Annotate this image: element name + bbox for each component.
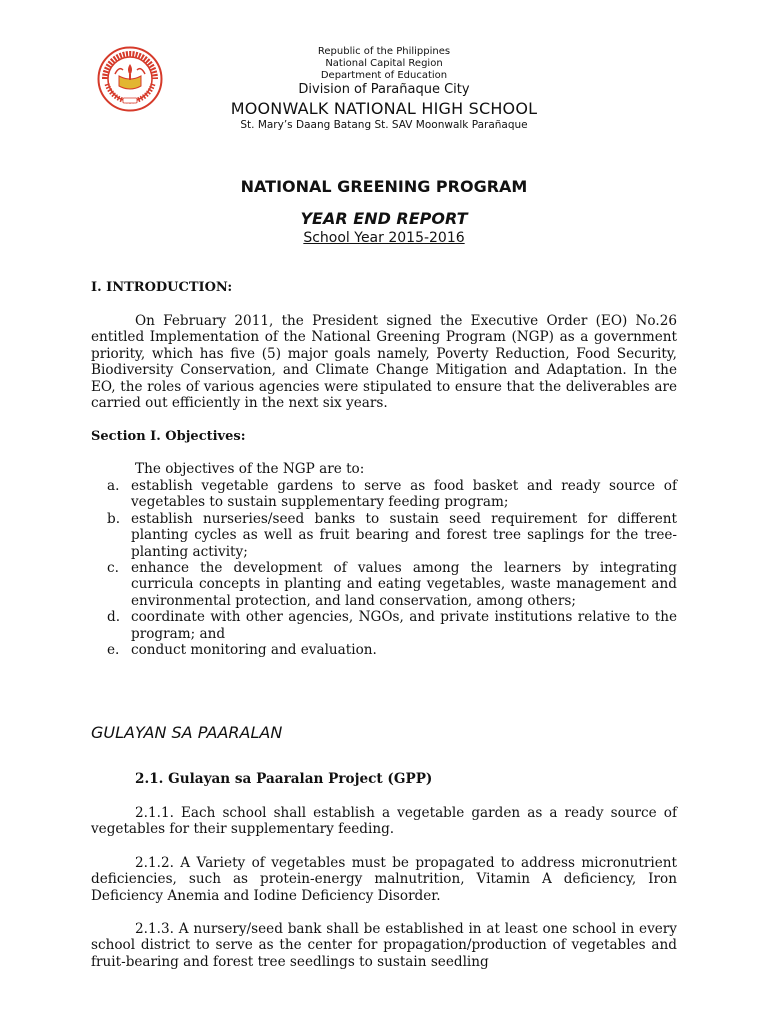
list-item: e. conduct monitoring and evaluation. [107, 642, 377, 659]
list-item: b. establish nurseries/seed banks to sustain seed requirement for different planting cycles as well as fruit bearing and forest tree saplings for the tree-planting activity; [107, 510, 677, 560]
gpp-paragraph-3: 2.1.3. A nursery/seed bank shall be established in at least one school in every school district to serve as the center for propagation/production of vegetables and fruit-bearing and forest tree seedlings to sustain seedling [91, 921, 677, 970]
header-region: National Capital Region [325, 58, 443, 69]
school-year: School Year 2015-2016 [303, 230, 465, 246]
header-department: Department of Education [320, 70, 448, 81]
objectives-lead: The objectives of the NGP are to: [135, 461, 365, 477]
introduction-paragraph: On February 2011, the President signed the Executive Order (EO) No.26 entitled Implementation of the National Greening Program (NGP) as a government priority, which has five (5) major goals namely, Poverty Reduction, Food Security, Biodiversity Conservation, and Climate Change Mitigation and Adaptation. In the EO, the roles of various agencies were stipulated to ensure that the deliverables are carried out efficiently in the next six years. [91, 313, 677, 412]
gpp-subheading: 2.1. Gulayan sa Paaralan Project (GPP) [135, 771, 433, 787]
objectives-list [91, 478, 677, 658]
document-title: NATIONAL GREENING PROGRAM [240, 177, 528, 196]
list-item: a. establish vegetable gardens to serve as food basket and ready source of vegetables to sustain supplementary feeding program; [107, 478, 677, 511]
objectives-heading: Section I. Objectives: [91, 429, 246, 444]
gpp-paragraph-2: 2.1.2. A Variety of vegetables must be propagated to address micronutrient deficiencies, such as protein-energy malnutrition, Vitamin A deficiency, Iron Deficiency Anemia and Iodine Deficiency Disorder. [91, 855, 677, 904]
introduction-heading: I. INTRODUCTION: [91, 280, 233, 295]
list-item: c. enhance the development of values among the learners by integrating curricula concepts in planting and eating vegetables, waste management and environmental protection, and land conservation, among others; [107, 560, 677, 609]
header-school-name: MOONWALK NATIONAL HIGH SCHOOL [230, 99, 538, 118]
document-subtitle: YEAR END REPORT [300, 209, 468, 228]
gulayan-heading: GULAYAN SA PAARALAN [91, 723, 283, 742]
header-address: St. Mary’s Daang Batang St. SAV Moonwalk Parañaque [240, 119, 528, 131]
header-division: Division of Parañaque City [298, 82, 470, 97]
header-country: Republic of the Philippines [317, 46, 451, 57]
gpp-paragraph-1: 2.1.1. Each school shall establish a vegetable garden as a ready source of vegetables for their supplementary feeding. [91, 805, 677, 838]
list-item: d. coordinate with other agencies, NGOs, and private institutions relative to the program; and [107, 609, 677, 642]
